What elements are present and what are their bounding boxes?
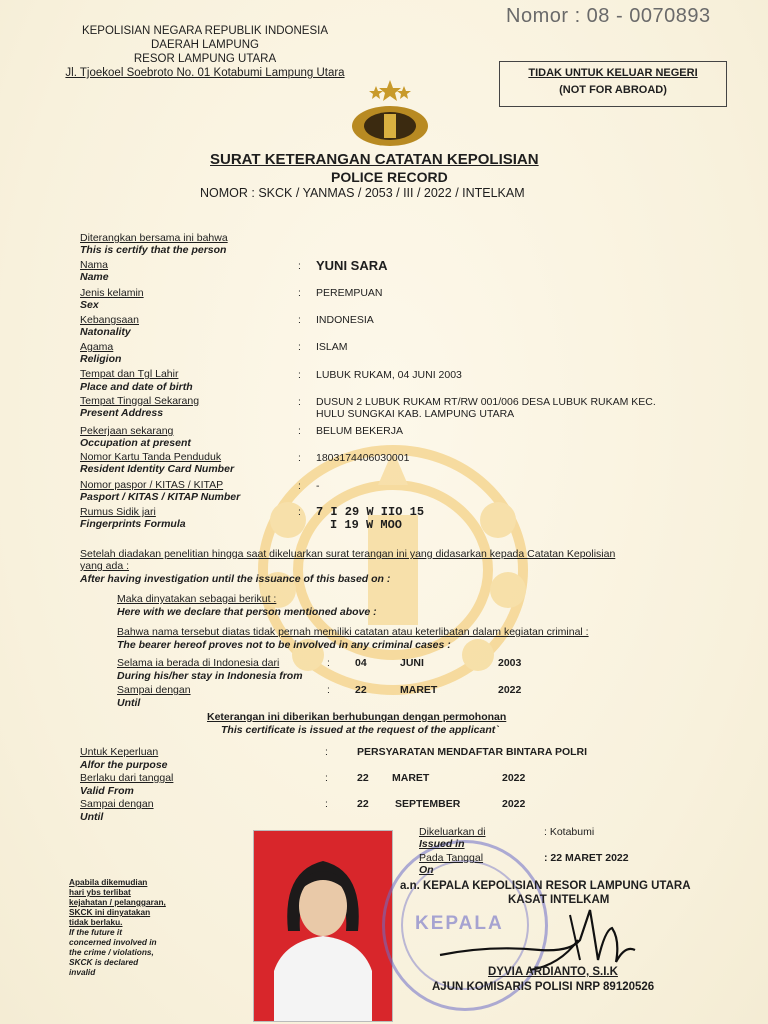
investigation-en: After having investigation until the issuance of this based on : (80, 573, 391, 585)
issued-place: : Kotabumi (544, 826, 595, 838)
field-label-en: Sex (80, 299, 99, 311)
valid-from-year: 2022 (502, 772, 526, 784)
field-colon: : (298, 452, 301, 464)
field-label-id: Jenis kelamin (80, 287, 144, 299)
field-value: DUSUN 2 LUBUK RUKAM RT/RW 001/006 DESA LUBUK RUKAM KEC. (316, 396, 656, 408)
note-id-4: SKCK ini dinyatakan (69, 907, 151, 917)
field-label-id: Agama (80, 341, 114, 353)
stay-from-colon: : (327, 657, 330, 669)
field-label-en: Place and date of birth (80, 381, 193, 393)
field-value: LUBUK RUKAM, 04 JUNI 2003 (316, 369, 462, 381)
field-value: YUNI SARA (316, 258, 388, 273)
field-value: INDONESIA (316, 314, 374, 326)
field-label-id: Tempat dan Tgl Lahir (80, 368, 179, 380)
field-label-id: Nama (80, 259, 109, 271)
header-line-3: RESOR LAMPUNG UTARA (133, 53, 277, 65)
intro-en: This is certify that the person (80, 244, 227, 256)
valid-until-en: Until (80, 811, 104, 823)
field-label-en: Pasport / KITAS / KITAP Number (80, 491, 241, 503)
not-for-abroad-box (499, 61, 727, 107)
note-id-2: hari ybs terlibat (69, 887, 131, 897)
note-id-5: tidak berlaku. (69, 917, 123, 927)
field-value: PEREMPUAN (316, 287, 383, 299)
valid-from-day: 22 (357, 772, 369, 784)
applicant-photo (253, 830, 393, 1022)
field-value: - (316, 480, 320, 492)
field-colon: : (298, 396, 301, 408)
not-abroad-id: TIDAK UNTUK KELUAR NEGERI (528, 67, 698, 79)
document-title-en: POLICE RECORD (331, 169, 448, 185)
field-value: 1803174406030001 (316, 452, 410, 464)
field-label-id: Kebangsaan (80, 314, 139, 326)
field-label-en: Name (80, 271, 109, 283)
stay-until-year: 2022 (498, 684, 522, 696)
field-colon: : (298, 287, 301, 299)
note-en-1: If the future it (69, 927, 123, 937)
stay-until-day: 22 (355, 684, 367, 696)
field-value-line2: I 19 W MOO (330, 518, 403, 532)
document-number: NOMOR : SKCK / YANMAS / 2053 / III / 2022 / INTELKAM (200, 186, 525, 200)
issued-on-id: Pada Tanggal (419, 852, 484, 864)
validity-note (69, 877, 166, 977)
issued-in-id: Dikeluarkan di (419, 826, 486, 838)
request-en: This certificate is issued at the request of the applicant` (221, 724, 499, 736)
document-serial-number: Nomor : 08 - 0070893 (506, 5, 711, 27)
bearer-id: Bahwa nama tersebut diatas tidak pernah memiliki catatan atau keterlibatan dalam kegiatan criminal : (117, 626, 589, 638)
header-address: Jl. Tjoekoel Soebroto No. 01 Kotabumi Lampung Utara (65, 67, 345, 79)
field-colon: : (298, 314, 301, 326)
field-label-en: Fingerprints Formula (80, 518, 186, 530)
note-en-5: invalid (69, 967, 96, 977)
field-label-en: Natonality (80, 326, 131, 338)
field-label-id: Pekerjaan sekarang (80, 425, 174, 437)
signature-position: KASAT INTELKAM (508, 894, 610, 906)
valid-from-colon: : (325, 772, 328, 784)
stay-until-colon: : (327, 684, 330, 696)
field-label-en: Resident Identity Card Number (80, 463, 235, 475)
field-label-id: Tempat Tinggal Sekarang (80, 395, 200, 407)
valid-from-month: MARET (392, 772, 430, 784)
field-value: BELUM BEKERJA (316, 425, 403, 437)
field-label-id: Rumus Sidik jari (80, 506, 156, 518)
field-label-en: Occupation at present (80, 437, 191, 449)
field-value-line2: HULU SUNGKAI KAB. LAMPUNG UTARA (316, 408, 515, 420)
field-colon: : (298, 425, 301, 437)
signatory-name: DYVIA ARDIANTO, S.I.K (488, 966, 618, 978)
issued-on-en: On (419, 864, 434, 876)
field-value: 7 I 29 W IIO 15 (316, 505, 425, 519)
bearer-en: The bearer hereof proves not to be involved in any criminal cases : (117, 639, 451, 651)
not-abroad-en: (NOT FOR ABROAD) (559, 84, 667, 96)
note-en-4: SKCK is declared (69, 957, 139, 967)
field-label-en: Religion (80, 353, 122, 365)
purpose-label-en: Alfor the purpose (80, 759, 168, 771)
valid-until-day: 22 (357, 798, 369, 810)
header-line-2: DAERAH LAMPUNG (151, 39, 259, 51)
field-colon: : (298, 260, 301, 272)
police-emblem-icon (348, 78, 432, 150)
signature-on-behalf: a.n. KEPALA KEPOLISIAN RESOR LAMPUNG UTARA (400, 880, 691, 892)
field-colon: : (298, 369, 301, 381)
investigation-id-line1: Setelah diadakan penelitian hingga saat dikeluarkan surat terangan ini yang didasarkan kepada Catatan Kepolisian (80, 548, 616, 560)
note-en-3: the crime / violations, (69, 947, 154, 957)
signatory-rank: AJUN KOMISARIS POLISI NRP 89120526 (432, 981, 655, 993)
document-title: SURAT KETERANGAN CATATAN KEPOLISIAN (210, 151, 539, 168)
field-colon: : (298, 506, 301, 518)
intro-id: Diterangkan bersama ini bahwa (80, 232, 228, 244)
request-id: Keterangan ini diberikan berhubungan dengan permohonan (207, 711, 507, 723)
stay-until-en: Until (117, 697, 141, 709)
field-label-en: Present Address (80, 407, 164, 419)
valid-from-id: Berlaku dari tanggal (80, 772, 174, 784)
valid-from-en: Valid From (80, 785, 134, 797)
purpose-value: PERSYARATAN MENDAFTAR BINTARA POLRI (357, 746, 588, 758)
stay-from-id: Selama ia berada di Indonesia dari (117, 657, 280, 669)
issued-in-en: Issued in (419, 838, 465, 850)
note-en-2: concerned involved in (69, 937, 157, 947)
investigation-id-line2: yang ada : (80, 560, 130, 572)
stay-until-id: Sampai dengan (117, 684, 191, 696)
valid-until-id: Sampai dengan (80, 798, 154, 810)
stay-until-month: MARET (400, 684, 438, 696)
field-value: ISLAM (316, 341, 348, 353)
stay-from-month: JUNI (400, 657, 424, 669)
field-colon: : (298, 480, 301, 492)
declare-en: Here with we declare that person mentioned above : (117, 606, 377, 618)
stay-from-year: 2003 (498, 657, 522, 669)
field-label-id: Nomor Kartu Tanda Penduduk (80, 451, 222, 463)
valid-until-colon: : (325, 798, 328, 810)
purpose-colon: : (325, 746, 328, 758)
field-colon: : (298, 341, 301, 353)
stamp-text: KEPALA (415, 913, 504, 934)
purpose-label-id: Untuk Keperluan (80, 746, 159, 758)
stay-from-en: During his/her stay in Indonesia from (117, 670, 303, 682)
declare-id: Maka dinyatakan sebagai berikut : (117, 593, 277, 605)
note-id-3: kejahatan / pelanggaran, (69, 897, 166, 907)
issued-date: : 22 MARET 2022 (544, 852, 629, 864)
valid-until-month: SEPTEMBER (395, 798, 461, 810)
note-id-1: Apabila dikemudian (69, 877, 148, 887)
stay-from-day: 04 (355, 657, 367, 669)
valid-until-year: 2022 (502, 798, 526, 810)
field-label-id: Nomor paspor / KITAS / KITAP (80, 479, 224, 491)
header-line-1: KEPOLISIAN NEGARA REPUBLIK INDONESIA (81, 25, 329, 37)
institution-header (45, 24, 365, 80)
